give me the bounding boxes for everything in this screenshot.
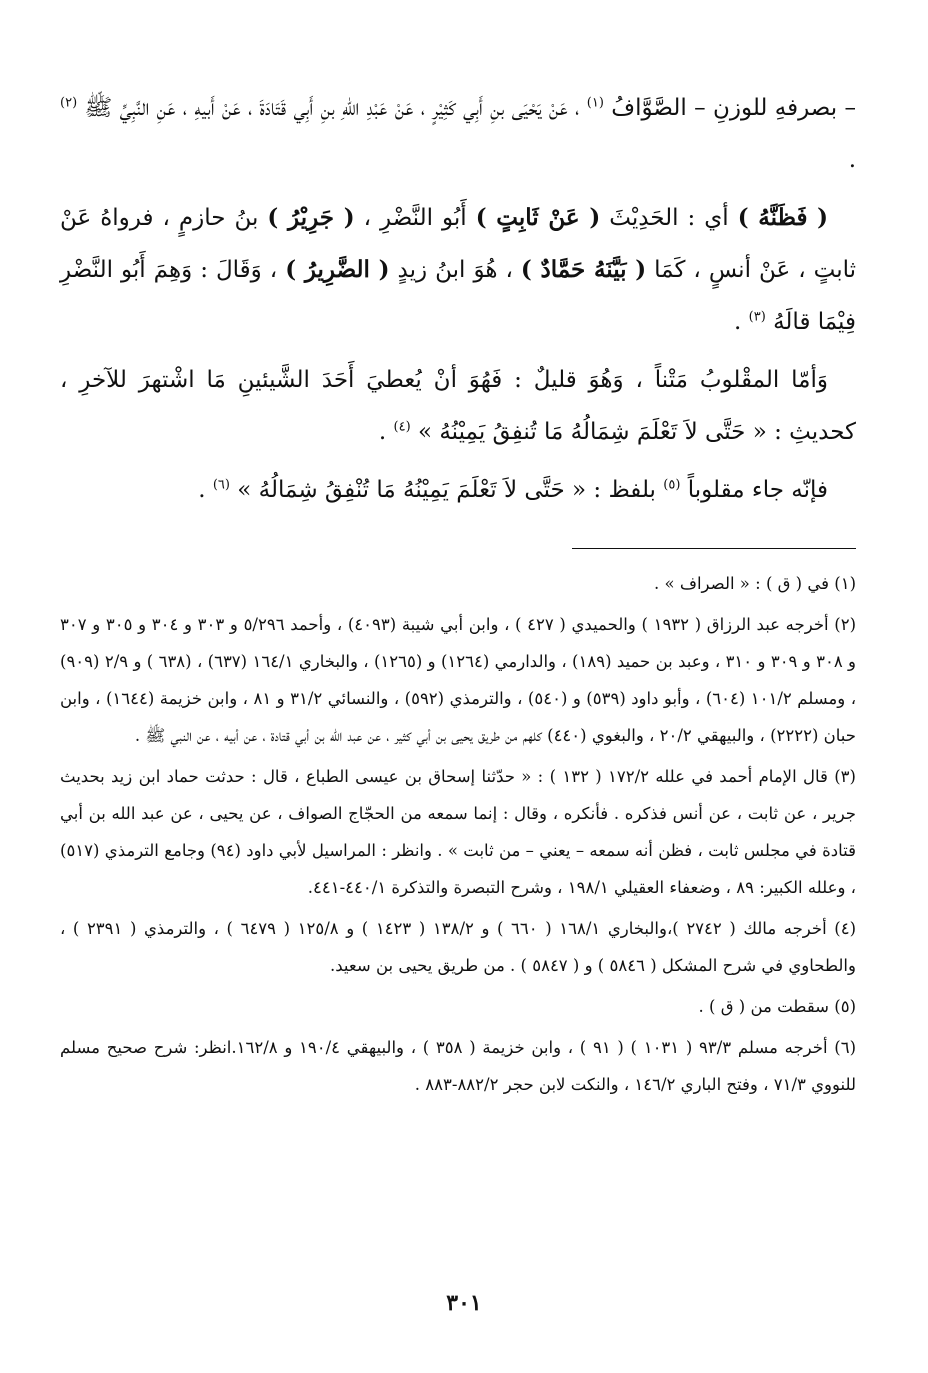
matn-phrase-1: ( فَظَنَّهُ ): [737, 204, 829, 231]
footnote-ref-3: (٣): [748, 309, 766, 325]
paragraph-1: [60, 82, 856, 186]
paragraph-4-text-a: فإنّه جاء مقلوباً: [687, 477, 828, 503]
footnote-1: (١) في ( ق ) : « الصراف » .: [654, 574, 856, 593]
page: [60, 82, 856, 1107]
commentary-2: أَبُو النَّضْرِ ،: [363, 205, 467, 231]
paragraph-4-text-c: .: [198, 477, 206, 503]
footnote-ref-1: (١): [586, 95, 604, 111]
paragraph-4-text-b: بلفظ : « حَتَّى لاَ تَعْلَمَ يَمِيْنُهُ مَا تُنْفِقُ شِمَالُهُ »: [237, 477, 656, 503]
commentary-6: .: [734, 309, 742, 335]
paragraph-4: [60, 464, 856, 516]
page-number: ٣٠١: [446, 1290, 482, 1316]
footnotes: [60, 565, 856, 1103]
paragraph-3-text-a: وَأمّا المقْلوبُ مَتْناً ، وَهُوَ قليلٌ : فَهُوَ أنْ يُعطيَ أَحَدَ الشَّيئينِ مَا اشْتهرَ للآخرِ ، كحديثِ : « حَتَّى لاَ تَعْلَمَ شِمَالُهُ مَا تُنفِقُ يَمِيْنُهُ »: [60, 367, 856, 445]
footnote-ref-2: (٢): [60, 95, 78, 111]
paragraph-1-text-c: .: [848, 147, 856, 173]
commentary-3: بنُ حازمٍ ، فرواهُ عَنْ ثابتٍ ، عَنْ أنسٍ ، كَمَا: [60, 205, 857, 283]
commentary-5: ، وَقَالَ : وَهِمَ أَبُو النَّضْرِ فِيْمَا قالَهُ: [60, 257, 856, 335]
matn-phrase-3: ( جَرِيْرُ ): [267, 204, 355, 231]
footnote-4: (٤) أخرجه مالك ( ٢٧٤٢ )،والبخاري ١٦٨/١ ( ٦٦٠ ) و ١٣٨/٢ ( ١٤٢٣ ) و ١٢٥/٨ ( ٦٤٧٩ ) ، والترمذي ( ٢٣٩١ ) ، والطحاوي في شرح المشكل ( ٥٨٤٦ ) و ( ٥٨٤٧ ) . من طريق يحيى بن سعيد.: [60, 919, 857, 975]
paragraph-1-text-a: – بصرفهِ للوزنِ – الصَّوَّافُ: [611, 95, 857, 121]
paragraph-2: [60, 192, 856, 348]
commentary-4: ، هُوَ ابنُ زيدٍ: [397, 257, 513, 283]
footnote-6: (٦) أخرجه مسلم ٩٣/٣ ( ١٠٣١ ) ( ٩١ ) ، وابن خزيمة ( ٣٥٨ ) ، والبيهقي ١٩٠/٤ و ١٦٢/٨.انظر: شرح صحيح مسلم للنووي ٧١/٣ ، وفتح الباري ١٤٦/٢ ، والنكت لابن حجر ٨٨٢/٢-٨٨٣ .: [60, 1038, 856, 1094]
matn-phrase-4: ( بَيَّنَهُ حَمَّادٌ ): [520, 256, 647, 283]
paragraph-1-text-b: ، عَنْ يَحْيَى بنِ أَبِي كَثِيْرٍ ، عَنْ عَبْدِ اللهِ بنِ أَبِي قَتَادَةَ ، عَنْ أَبيهِ ، عَنِ النَّبِيِّ ﷺ: [84, 95, 580, 121]
footnote-divider: [572, 548, 856, 549]
paragraph-3-text-b: .: [378, 419, 387, 445]
paragraph-3: [60, 354, 856, 458]
matn-phrase-2: ( عَنْ ثَابِتٍ ): [475, 204, 601, 231]
footnote-2: (٢) أخرجه عبد الرزاق ( ١٩٣٢ ) والحميدي ( ٤٢٧ ) ، وابن أبي شيبة (٤٠٩٣) ، وأحمد ٥/٢٩٦ و ٣٠٣ و ٣٠٤ و ٣٠٥ و ٣٠٧ و ٣٠٨ و ٣٠٩ و ٣١٠ ، وعبد بن حميد (١٨٩) ، والدارمي (١٢٦٤) و (١٢٦٥) ، والبخاري ١٦٤/١ (٦٣٧) ، (٦٣٨ ) و ٢/٩ (٩٠٩) ، ومسلم ١٠١/٢ (٦٠٤) ، وأبو داود (٥٣٩) و (٥٤٠) ، والترمذي (٥٩٢) ، والنسائي ٣١/٢ و ٨١ ، وابن خزيمة (١٦٤٤) ، وابن حبان (٢٢٢٢) ، والبيهقي ٢٠/٢ ، والبغوي (٤٤٠) كلهم من طريق يحيى بن أبي كثير ، عن عبد الله بن أبي قتادة ، عن أبيه ، عن النبي ﷺ .: [60, 615, 857, 745]
matn-phrase-5: ( الضَّرِيرُ ): [285, 256, 390, 283]
footnote-ref-6: (٦): [212, 477, 230, 493]
footnote-ref-4: (٤): [393, 419, 411, 435]
footnote-ref-5: (٥): [663, 477, 681, 493]
main-text: [60, 82, 856, 516]
footnote-3: (٣) قال الإمام أحمد في علله ١٧٢/٢ ( ١٣٢ ) : « حدّثنا إسحاق بن عيسى الطباع ، قال : حدثت حماد ابن زيد بحديث جرير ، عن ثابت ، عن أنس فذكره . فأنكره ، وقال : إنما سمعه من الحجّاج الصواف ، عن يحيى ، عن عبد الله بن أبي قتادة في مجلس ثابت ، فظن أنه سمعه – يعني – من ثابت » . وانظر : المراسيل لأبي داود (٩٤) وجامع الترمذي (٥١٧) ، وعلله الكبير: ٨٩ ، وضعفاء العقيلي ١٩٨/١ ، وشرح التبصرة والتذكرة ٤٤٠/١-٤٤١.: [60, 767, 856, 897]
footnote-5: (٥) سقطت من ( ق ) .: [698, 997, 856, 1016]
commentary-1: أي : الحَدِيْثَ: [609, 205, 729, 231]
